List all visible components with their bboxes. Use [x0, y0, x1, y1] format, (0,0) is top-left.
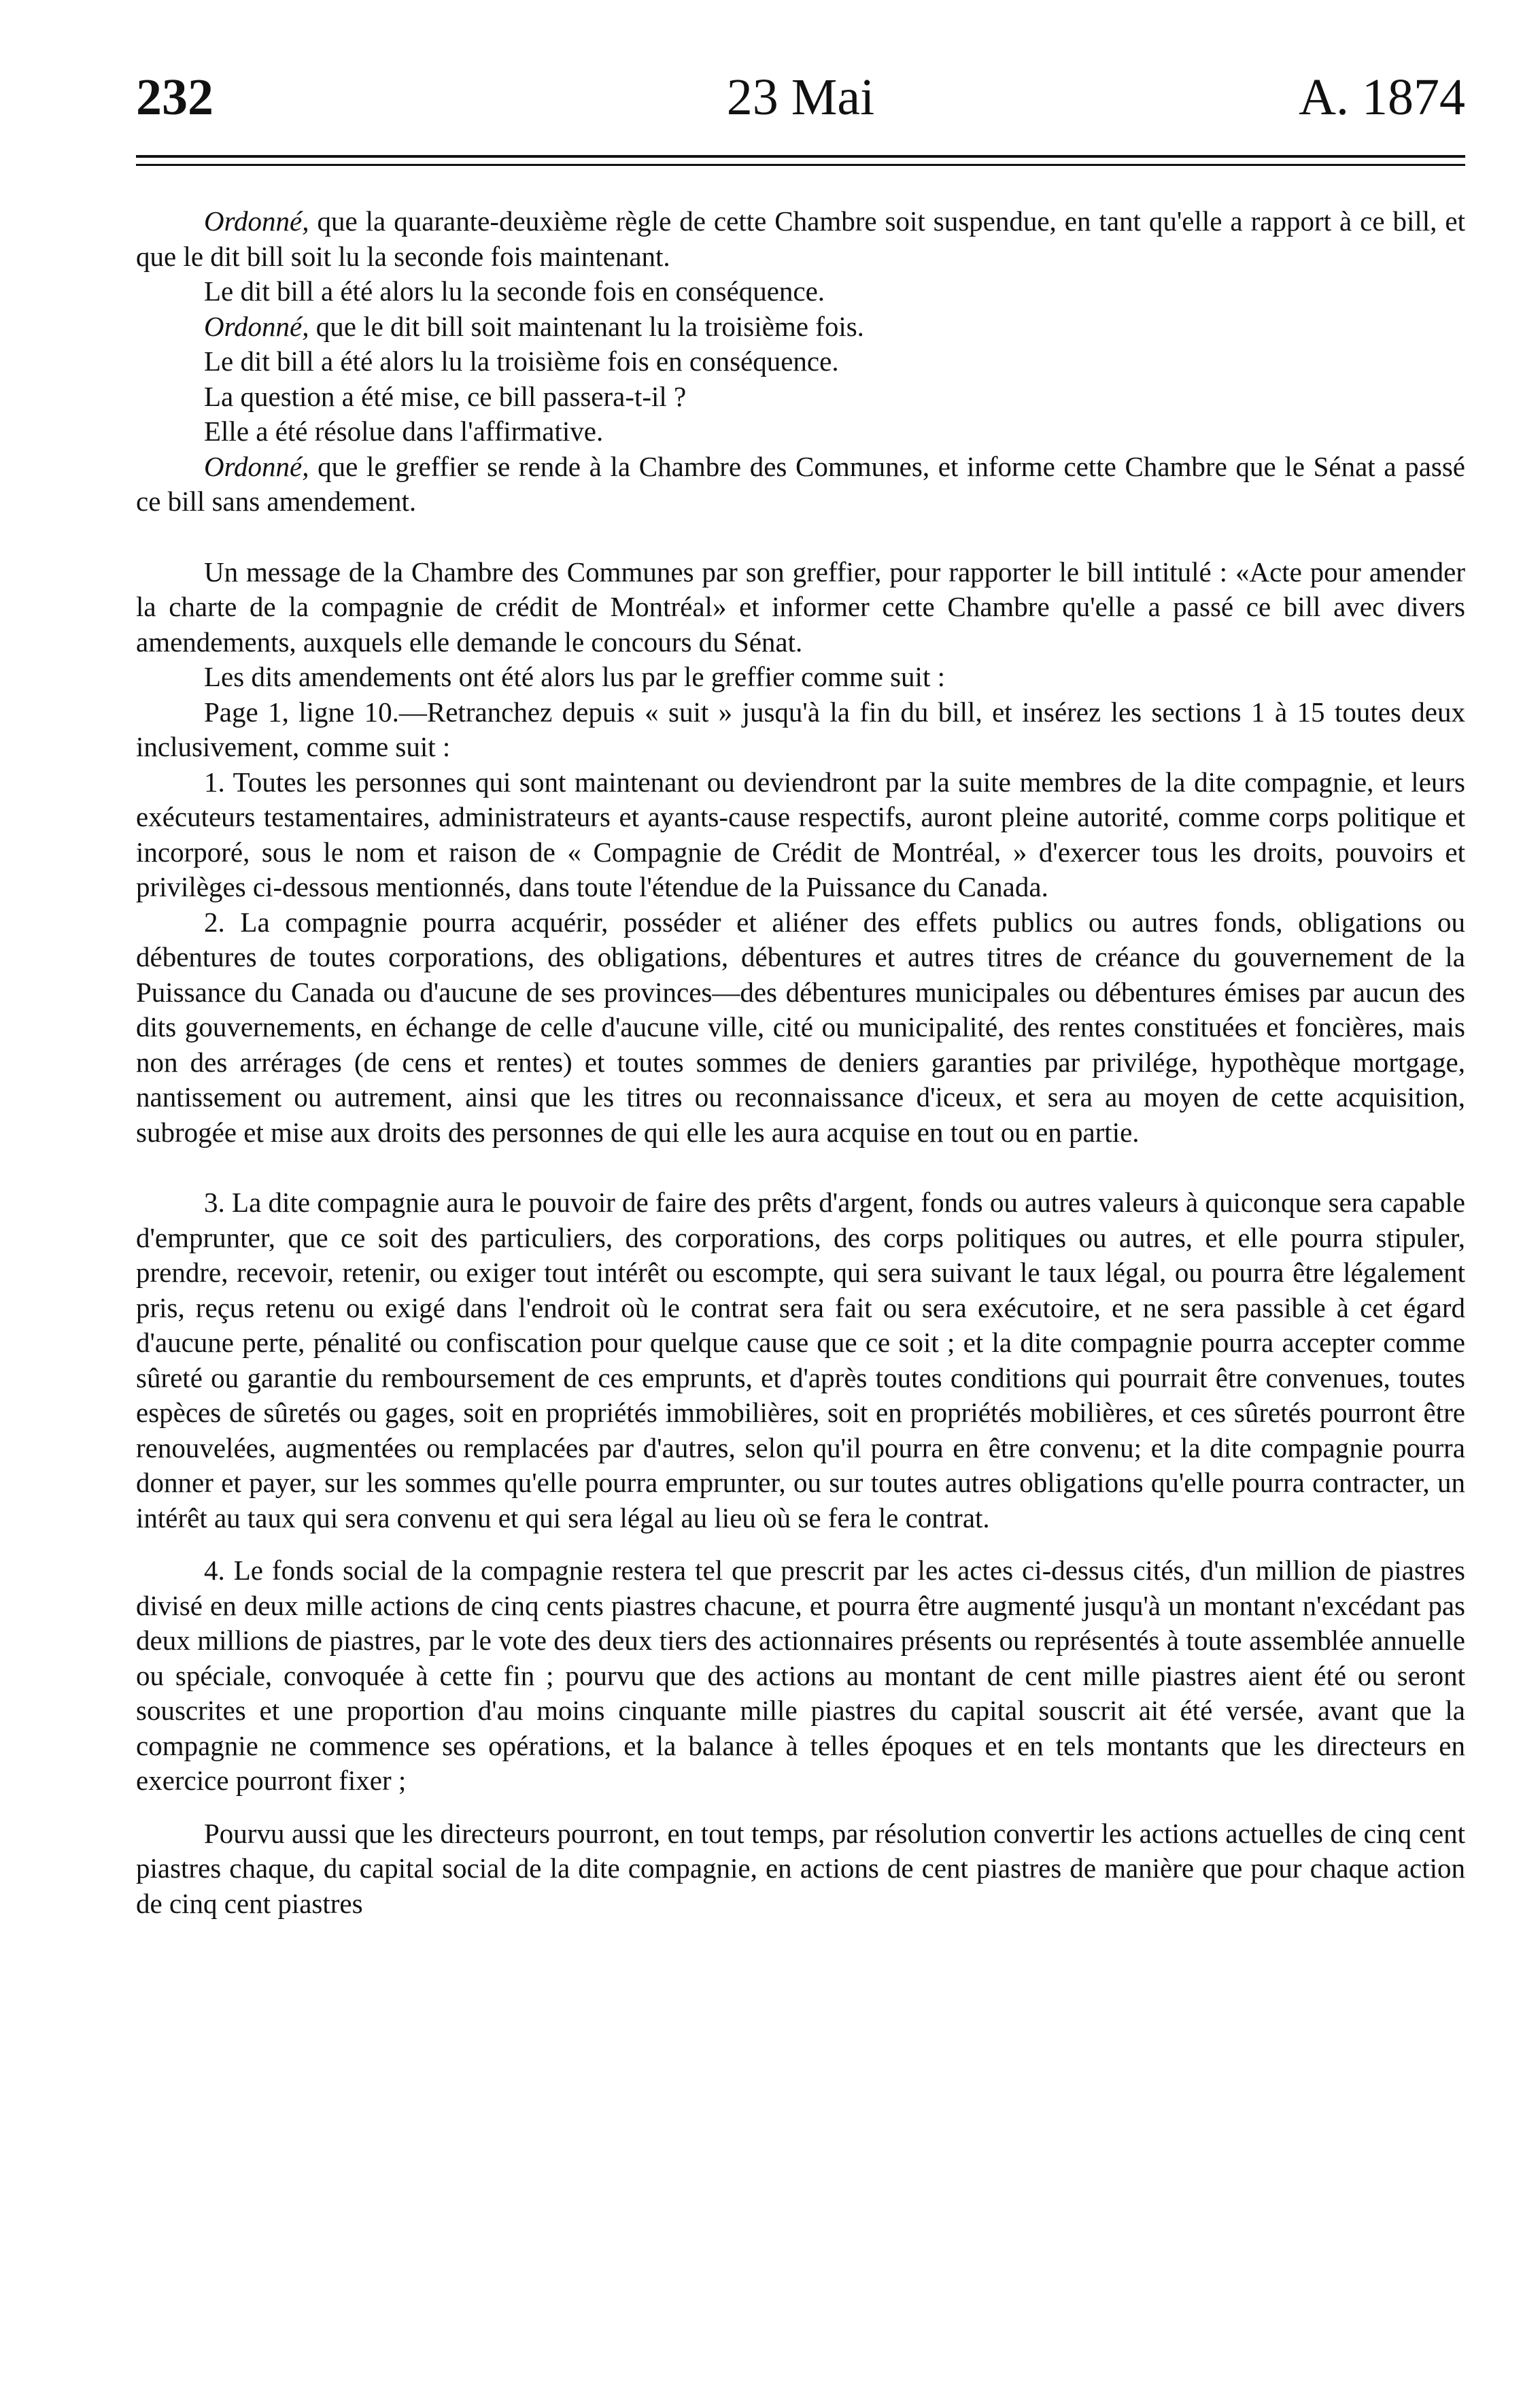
paragraph-text: que le greffier se rende à la Chambre des Communes, et informe cette Chambre que le Sénat a passé ce bill sans amendement.: [136, 450, 1465, 517]
paragraph-order-clerk: [136, 450, 1465, 520]
paragraph-text: Le dit bill a été alors lu la troisième fois en conséquence.: [204, 345, 839, 377]
paragraph-lead: Ordonné,: [204, 205, 309, 237]
paragraph-second-reading: [136, 274, 1465, 309]
paragraph-page-line: [136, 695, 1465, 765]
paragraph-text: Un message de la Chambre des Communes par son greffier, pour rapporter le bill intitulé : «Acte pour amender la charte de la compagnie de crédit de Montréal» et informer cette Chambre qu'elle a passé ce bill avec divers amendements, auxquels elle demande le concours du Sénat.: [136, 556, 1465, 658]
paragraph-amendments-read: [136, 660, 1465, 695]
paragraph-question: [136, 379, 1465, 415]
header-date: 23 Mai: [726, 69, 875, 126]
paragraph-order-third-reading: [136, 309, 1465, 345]
paragraph-text: La question a été mise, ce bill passera-t-il ?: [204, 380, 687, 412]
paragraph-resolution: [136, 414, 1465, 450]
paragraph-proviso: [136, 1816, 1465, 1922]
paragraph-section-2: [136, 905, 1465, 1151]
paragraph-section-3: [136, 1185, 1465, 1536]
paragraph-text: 3. La dite compagnie aura le pouvoir de faire des prêts d'argent, fonds ou autres valeurs à quiconque sera capable d'emprunter, que ce soit des particuliers, des corporations, des corps politiques ou autres, et elle pourra stipuler, prendre, recevoir, retenir, ou exiger tout intérêt ou escompte, qui sera suivant le taux légal, ou pourra être légalement pris, reçus retenu ou exigé dans l'endroit où le contrat sera fait ou sera exécutoire, et ne sera passible à cet égard d'aucune perte, pénalité ou confiscation pour quelque cause que ce soit ; et la dite compagnie pourra accepter comme sûreté ou garantie du remboursement de ces emprunts, et d'après toutes conditions qui pourrait être convenues, toutes espèces de sûretés ou gages, soit en propriétés immobilières, soit en propriétés mobilières, et ces sûretés pourront être renouvelées, augmentées ou remplacées par d'autres, selon qu'il pourra en être convenu; et la dite compagnie pourra donner et payer, sur les sommes qu'elle pourra emprunter, ou sur toutes autres obligations qu'elle pourra contracter, un intérêt au taux qui sera convenu et qui sera légal au lieu où se fera le contrat.: [136, 1187, 1465, 1533]
document-body: [136, 204, 1465, 1921]
page-number: 232: [136, 69, 213, 126]
paragraph-order-suspend-rule: [136, 204, 1465, 274]
paragraph-lead: Ordonné,: [204, 310, 309, 342]
header-rule-thin: [136, 164, 1465, 166]
page-header: [136, 68, 1465, 143]
paragraph-text: que la quarante-deuxième règle de cette Chambre soit suspendue, en tant qu'elle a rapport à ce bill, et que le dit bill soit lu la seconde fois maintenant.: [136, 205, 1465, 272]
paragraph-message-commons: [136, 555, 1465, 660]
paragraph-section-1: [136, 765, 1465, 905]
paragraph-text: 2. La compagnie pourra acquérir, posséder et aliéner des effets publics ou autres fonds, obligations ou débentures de toutes corporations, des obligations, débentures et autres titres de créance du gouvernement de la Puissance du Canada ou d'aucune de ses provinces—des débentures municipales ou débentures émises par aucun des dits gouvernements, en échange de celle d'aucune ville, cité ou municipalité, des rentes constituées et foncières, mais non des arrérages (de cens et rentes) et toutes sommes de deniers garanties par privilége, hypothèque mortgage, nantissement ou autrement, ainsi que les titres ou reconnaissance d'iceux, et sera au moyen de cette acquisition, subrogée et mise aux droits des personnes de qui elle les aura acquise en tout ou en partie.: [136, 906, 1465, 1148]
paragraph-third-reading: [136, 344, 1465, 379]
paragraph-text: que le dit bill soit maintenant lu la troisième fois.: [309, 310, 864, 342]
paragraph-text: Le dit bill a été alors lu la seconde fois en conséquence.: [204, 275, 825, 307]
paragraph-lead: Ordonné,: [204, 450, 309, 482]
paragraph-section-4: [136, 1553, 1465, 1799]
paragraph-text: Elle a été résolue dans l'affirmative.: [204, 416, 604, 447]
header-year: A. 1874: [1299, 69, 1465, 126]
paragraph-text: Page 1, ligne 10.—Retranchez depuis « suit » jusqu'à la fin du bill, et insérez les sections 1 à 15 toutes deux inclusivement, comme suit :: [136, 696, 1465, 762]
paragraph-text: Pourvu aussi que les directeurs pourront, en tout temps, par résolution convertir les actions actuelles de cinq cent piastres chaque, du capital social de la dite compagnie, en actions de cent piastres de manière que pour chaque action de cinq cent piastres: [136, 1817, 1465, 1919]
paragraph-text: 4. Le fonds social de la compagnie restera tel que prescrit par les actes ci-dessus cités, d'un million de piastres divisé en deux mille actions de cinq cents piastres chacune, et pourra être augmenté jusqu'à un montant n'excédant pas deux millions de piastres, par le vote des deux tiers des actionnaires présents ou représentés à toute assemblée annuelle ou spéciale, convoquée à cette fin ; pourvu que des actions au montant de cent mille piastres aient été ou seront souscrites et une proportion d'au moins cinquante mille piastres du capital souscrit ait été versée, avant que la compagnie ne commence ses opérations, et la balance à telles époques et en tels montants que les directeurs en exercice pourront fixer ;: [136, 1555, 1465, 1796]
paragraph-text: Les dits amendements ont été alors lus par le greffier comme suit :: [204, 661, 945, 692]
paragraph-text: 1. Toutes les personnes qui sont maintenant ou deviendront par la suite membres de la dite compagnie, et leurs exécuteurs testamentaires, administrateurs et ayants-cause respectifs, auront pleine autorité, comme corps politique et incorporé, sous le nom et raison de « Compagnie de Crédit de Montréal, » d'exercer tous les droits, pouvoirs et privilèges ci-dessous mentionnés, dans toute l'étendue de la Puissance du Canada.: [136, 766, 1465, 902]
header-rule-thick: [136, 155, 1465, 158]
